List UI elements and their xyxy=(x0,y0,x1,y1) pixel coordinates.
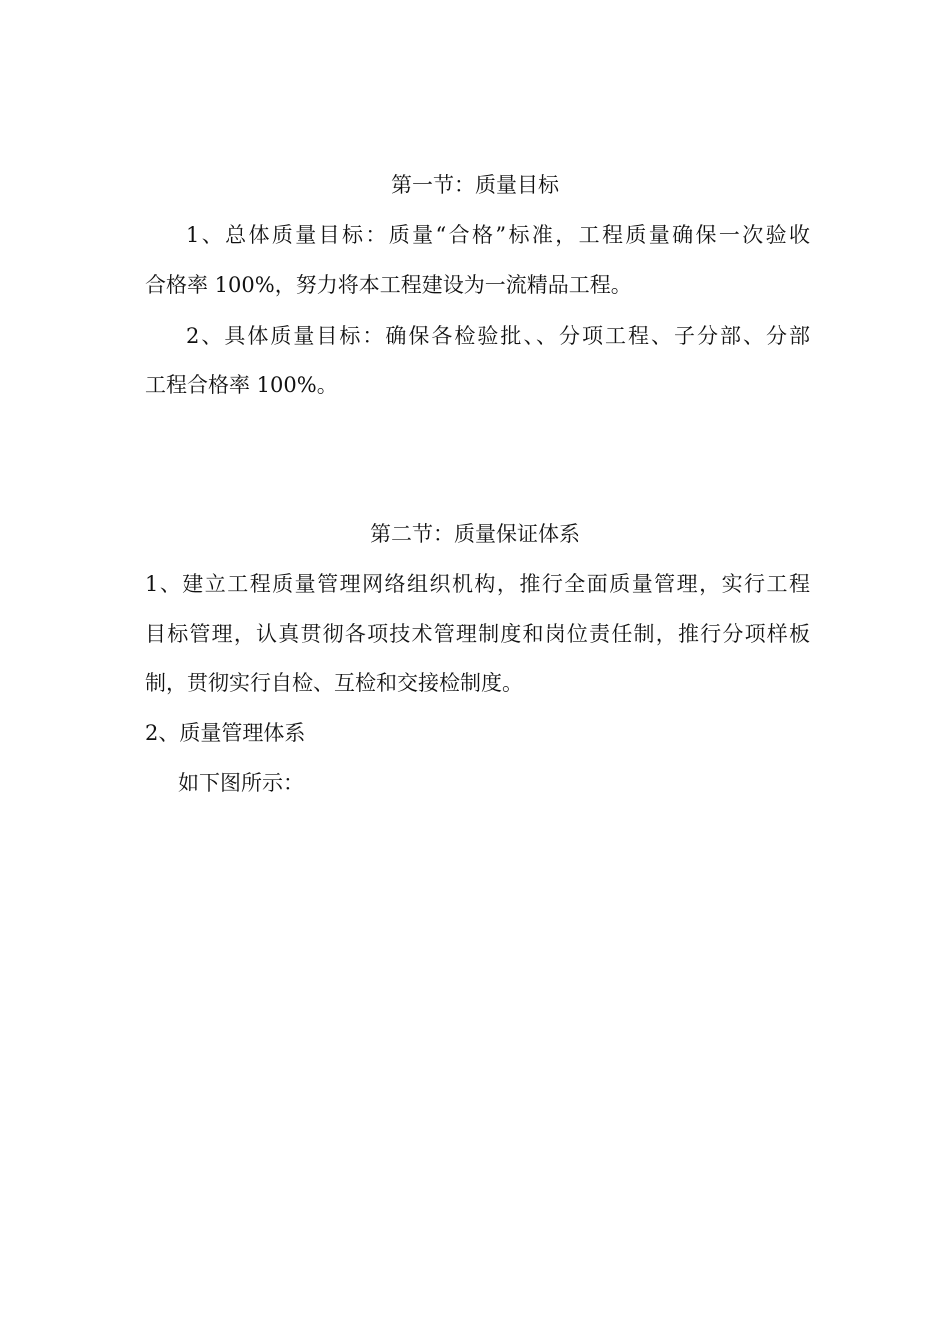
section2-item1-line3: 制，贯彻实行自检、互检和交接检制度。 xyxy=(145,671,523,695)
section2-item1-line2: 目标管理，认真贯彻各项技术管理制度和岗位责任制，推行分项样板 xyxy=(145,622,810,646)
section1-item1-line1: 1、总体质量目标：质量“合格”标准，工程质量确保一次验收 xyxy=(186,223,810,247)
section1-item2-line2: 工程合格率 100%。 xyxy=(145,373,338,397)
section1-item2-line1: 2、具体质量目标：确保各检验批、、分项工程、子分部、分部 xyxy=(186,324,810,348)
section2-item1-line1: 1、建立工程质量管理网络组织机构，推行全面质量管理，实行工程 xyxy=(145,572,810,596)
section1-heading: 第一节：质量目标 xyxy=(391,173,559,197)
section2-heading: 第二节：质量保证体系 xyxy=(370,522,580,546)
section2-item2: 2、质量管理体系 xyxy=(145,721,306,745)
section1-item1-line2: 合格率 100%，努力将本工程建设为一流精品工程。 xyxy=(145,273,632,297)
section2-note: 如下图所示： xyxy=(178,771,304,795)
